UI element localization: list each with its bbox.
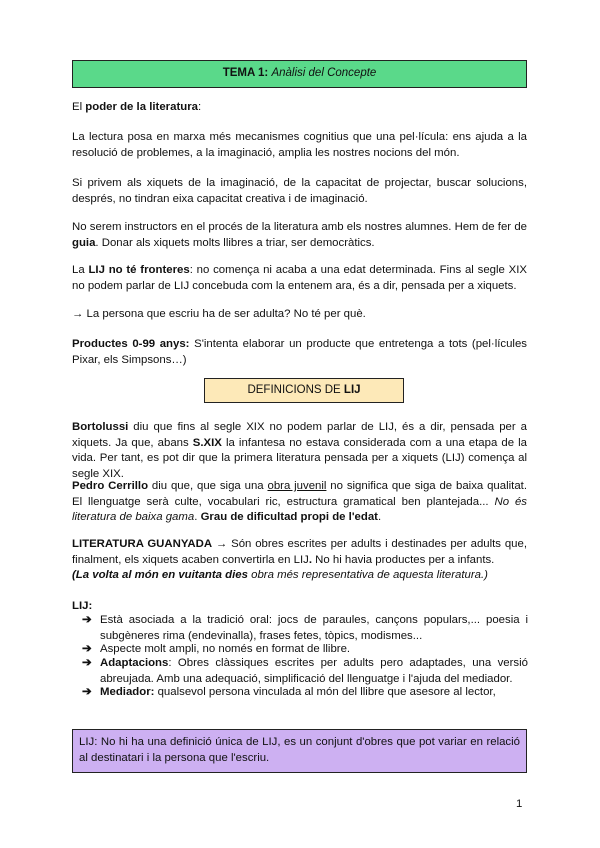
paragraph-2: Si privem als xiquets de la imaginació, de la capacitat de projectar, buscar solucions, després, no tindran eixa capacitat creativa i de imaginació. (72, 177, 527, 205)
p3-after: . Donar als xiquets molts llibres a triar, ser democràtics. (95, 236, 375, 249)
guanyada-bold-italic: (La volta al món en vuitanta dies (72, 569, 248, 581)
p3-bold: guia (72, 236, 96, 249)
list-item-bold: Adaptacions (100, 657, 169, 669)
cerrillo-underline: obra juvenil (267, 480, 327, 492)
intro-paragraph (72, 100, 527, 116)
list-item (82, 656, 528, 687)
list-item-text (100, 685, 528, 701)
page-title (72, 60, 527, 88)
guanyada-text-1: → Són obres escrites per adults i destinades per adults que, finalment, els xiquets acaben convertirla en LIJ (72, 538, 527, 566)
title-label: TEMA 1: (222, 67, 269, 80)
guanyada-italic: obra més representativa de aquesta literatura.) (247, 569, 488, 581)
p6-after: S'intenta elaborar un producte que entretenga a tots (pel·lícules Pixar, els Simpsons…) (72, 338, 527, 366)
definitions-bold: LIJ (343, 383, 361, 396)
paragraph-3 (72, 220, 527, 251)
list-item (82, 685, 528, 701)
cerrillo-italic: No és literatura de baixa gama (72, 495, 527, 523)
list-item-body: qualsevol persona vinculada al món del llibre que asesore al lector, (154, 686, 496, 698)
cerrillo-bold: Grau de dificultad propi de l'edat (200, 511, 378, 523)
definitions-label: DEFINICIONS DE (247, 383, 344, 396)
guanyada-dot: . (308, 553, 312, 566)
list-item-body: : Obres clàssiques escrites per adults pero adaptades, una versió abreujada. Amb una adequació, simplificació del llenguatge i l'ajuda del mediador. (100, 657, 528, 685)
paragraph-1: La lectura posa en marxa més mecanismes cognitius que una pel·lícula: ens ajuda a la resolució de problemes, a la imaginació, amplia les nostres nocions del món. (72, 131, 527, 159)
p6-bold: Productes 0-99 anys: (72, 338, 190, 350)
bortolussi-text-1: diu que fins al segle XIX no podem parlar de LIJ, és a dir, pensada per a xiquets. Ja que, abans (72, 421, 527, 449)
bortolussi-paragraph (72, 420, 527, 482)
bortolussi-bold: S.XIX (192, 436, 222, 449)
cerrillo-text-4: . (377, 511, 382, 523)
cerrillo-name: Pedro Cerrillo (72, 480, 149, 492)
guanyada-text-2: No hi havia productes per a infants. (311, 553, 495, 566)
cerrillo-text-3: . (194, 511, 201, 523)
arrow-icon: ➔ (82, 686, 92, 698)
p4-after: : no comença ni acaba a una edat determinada. Fins al segle XIX no podem parlar de LIJ concebuda com la entenem ara, és a dir, pensada per a xiquets. (72, 264, 527, 292)
list-item-text (100, 656, 528, 687)
lij-heading-text: LIJ: (72, 600, 93, 612)
bortolussi-name: Bortolussi (72, 421, 129, 433)
intro-suffix: : (197, 101, 202, 113)
cerrillo-paragraph (72, 479, 527, 526)
list-item-bold: Mediador: (100, 686, 155, 698)
cerrillo-text-2: no significa que siga de baixa qualitat. El llenguatge serà culte, vocabulari ric, estructura gramatical ben plantejada... (72, 480, 527, 508)
cerrillo-text-1: diu que, que siga una (148, 480, 268, 492)
intro-bold: poder de la literatura (85, 101, 198, 113)
list-item (82, 613, 528, 644)
page-number: 1 (516, 798, 523, 810)
summary-box: LIJ: No hi ha una definició única de LIJ, es un conjunt d'obres que pot variar en relació al destinatari i la persona que l'escriu. (72, 729, 527, 773)
list-item-text: Està asociada a la tradició oral: jocs de paraules, cançons populars,... poesia i subgèneres rima (endevinalla), frases fetes, tòpics, modismes... (100, 614, 528, 642)
arrow-icon: ➔ (82, 657, 92, 669)
p4-bold: LIJ no té fronteres (88, 264, 190, 276)
p4-before: La (72, 264, 89, 276)
arrow-icon: ➔ (82, 614, 92, 626)
guanyada-paragraph (72, 537, 527, 584)
arrow-icon: ➔ (82, 643, 92, 655)
paragraph-6 (72, 337, 527, 368)
definitions-heading (204, 378, 404, 403)
paragraph-4 (72, 263, 527, 294)
bortolussi-text-2: la infantesa no estava considerada com a una etapa de la vida. Per tant, es pot dir que la primera literatura pensada per a xiquets (LIJ) comença al segle XIX. (72, 436, 527, 480)
paragraph-5: → La persona que escriu ha de ser adulta? No té per què. (72, 308, 366, 320)
p3-before: No serem instructors en el procés de la literatura amb els nostres alumnes. Hem de fer de (72, 221, 527, 233)
intro-prefix: El (72, 101, 86, 113)
title-subject: Anàlisi del Concepte (271, 67, 377, 80)
list-item-text: Aspecte molt ampli, no només en format de llibre. (100, 643, 351, 655)
guanyada-bold: LITERATURA GUANYADA (72, 538, 213, 550)
